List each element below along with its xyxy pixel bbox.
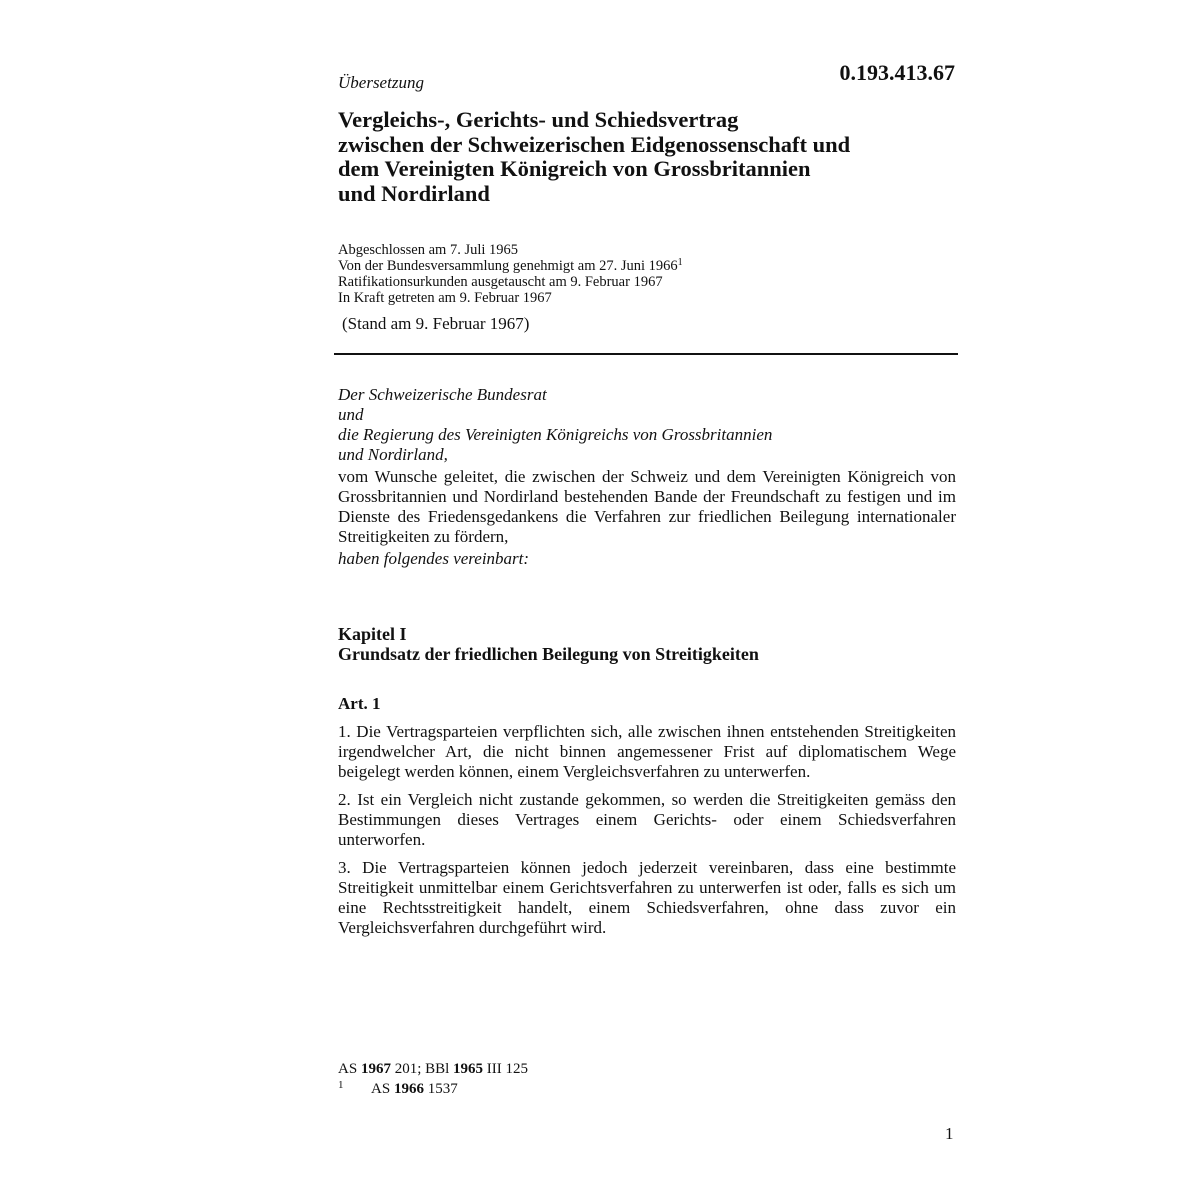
chapter-number: Kapitel I	[338, 624, 407, 644]
status-date: (Stand am 9. Februar 1967)	[342, 314, 530, 333]
horizontal-rule	[334, 353, 958, 355]
party-line: und	[338, 405, 364, 424]
footnote-1: 1 AS 1966 1537	[338, 1079, 458, 1097]
footnote-ref: 1	[677, 257, 683, 268]
source-year-2: 1965	[453, 1061, 484, 1077]
chapter-heading	[338, 624, 759, 664]
article-paragraph: 2. Ist ein Vergleich nicht zustande gekommen, so werden die Streitigkeiten gemäss den Bestimmungen dieses Vertrages einem Gerichts- oder einem Schiedsverfahren unterworfen.	[338, 790, 956, 849]
sr-number: 0.193.413.67	[839, 60, 955, 85]
source-mid: 201; BBl	[394, 1061, 450, 1077]
chapter-title: Grundsatz der friedlichen Beilegung von Streitigkeiten	[338, 644, 759, 664]
preamble	[338, 385, 956, 569]
footnote-page: 1537	[427, 1081, 458, 1097]
title-line: dem Vereinigten Königreich von Grossbritannien	[338, 156, 811, 181]
translation-label: Übersetzung	[338, 73, 424, 92]
source-suffix: III 125	[486, 1061, 529, 1077]
source-reference	[338, 1059, 528, 1079]
article-paragraph: 3. Die Vertragsparteien können jedoch jederzeit vereinbaren, dass eine bestimmte Streitigkeit unmittelbar einem Gerichtsverfahren zu unterwerfen ist oder, falls es sich um eine Rechtsstreitigkeit handelt, einem Schiedsverfahren, ohne dass zuvor ein Vergleichsverfahren durchgeführt wird.	[338, 858, 956, 937]
page-number: 1	[945, 1124, 954, 1143]
entry-into-force-date: In Kraft getreten am 9. Februar 1967	[338, 290, 552, 306]
preamble-agreed: haben folgendes vereinbart:	[338, 549, 530, 568]
concluded-date: Abgeschlossen am 7. Juli 1965	[338, 242, 519, 258]
source-year: 1967	[360, 1061, 391, 1077]
article-body	[338, 722, 956, 946]
treaty-metadata	[338, 242, 683, 306]
footnote-prefix: AS	[371, 1081, 391, 1097]
document-title	[338, 108, 958, 206]
title-line: zwischen der Schweizerischen Eidgenossenschaft und	[338, 131, 851, 157]
article-paragraph: 1. Die Vertragsparteien verpflichten sich, alle zwischen ihnen entstehenden Streitigkeiten irgendwelcher Art, die nicht binnen angemessener Frist auf diplomatischem Wege beigelegt werden können, einem Vergleichsverfahren zu unterwerfen.	[338, 722, 956, 781]
party-line: und Nordirland,	[338, 445, 448, 464]
title-line: und Nordirland	[338, 180, 490, 206]
footnote-year: 1966	[393, 1081, 424, 1097]
party-line: die Regierung des Vereinigten Königreichs von Grossbritannien	[338, 425, 773, 444]
source-prefix: AS	[338, 1061, 358, 1077]
article-heading: Art. 1	[338, 694, 381, 713]
party-line: Der Schweizerische Bundesrat	[338, 385, 547, 404]
approval-line	[338, 258, 683, 274]
preamble-text: vom Wunsche geleitet, die zwischen der Schweiz und dem Vereinigten Königreich von Grossbritannien und Nordirland bestehenden Bande der Freundschaft zu festigen und im Dienste des Friedensgedankens die Verfahren zur friedlichen Beilegung internationaler Streitigkeiten zu fördern,	[338, 467, 956, 546]
approval-date: Von der Bundesversammlung genehmigt am 27. Juni 1966	[338, 258, 678, 274]
title-line: Vergleichs-, Gerichts- und Schiedsvertrag	[338, 107, 739, 132]
ratification-date: Ratifikationsurkunden ausgetauscht am 9. Februar 1967	[338, 274, 663, 290]
footnotes	[338, 1059, 528, 1099]
